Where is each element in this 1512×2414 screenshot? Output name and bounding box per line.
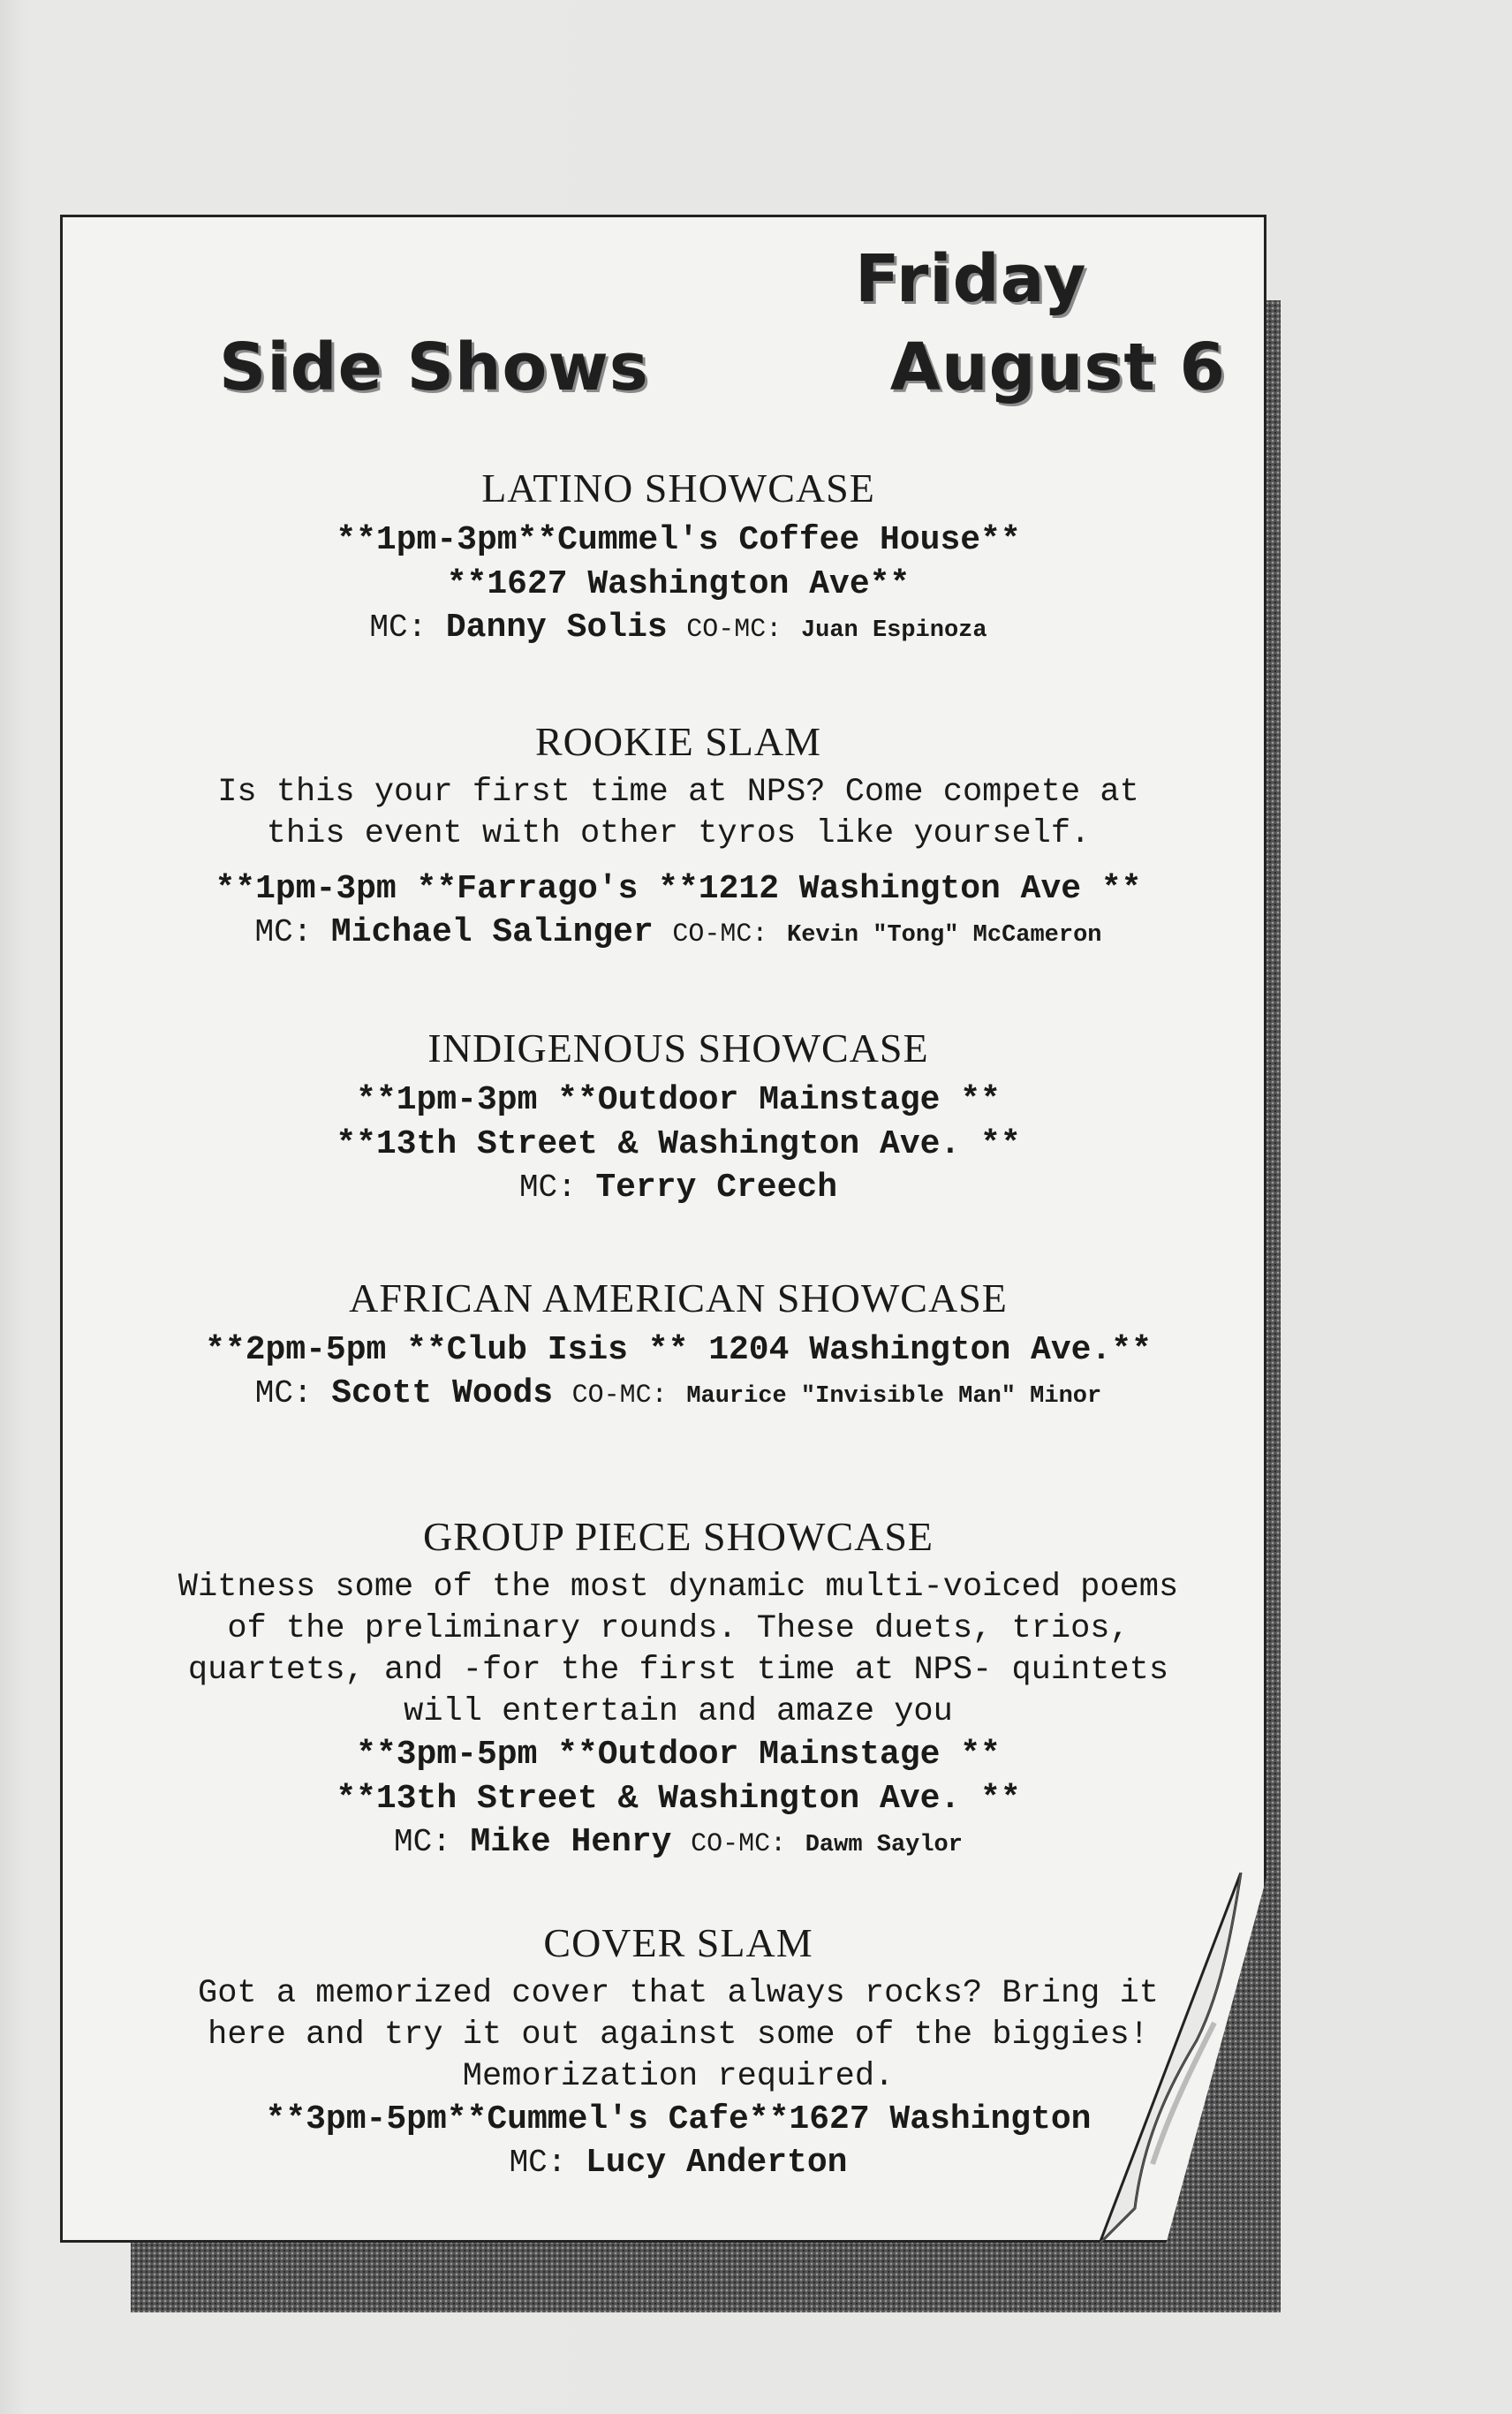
event-line: **1pm-3pm **Farrago's **1212 Washington Ave ** xyxy=(215,870,1142,908)
section-heading: LATINO SHOWCASE xyxy=(481,465,875,511)
day-title: Friday xyxy=(855,241,1087,317)
mc-label: MC: xyxy=(254,1375,313,1411)
event-line: **13th Street & Washington Ave. ** xyxy=(336,1780,1021,1818)
section-heading: ROOKIE SLAM xyxy=(534,719,822,764)
mc-line xyxy=(87,1821,1270,1866)
event-line: **1627 Washington Ave** xyxy=(446,565,911,603)
description-line: Memorization required. xyxy=(462,2058,895,2095)
mc-line xyxy=(87,1373,1270,1418)
description-line: Is this your first time at NPS? Come compete at xyxy=(217,774,1139,811)
co-mc-name: Kevin "Tong" McCameron xyxy=(787,922,1102,949)
description-line: Witness some of the most dynamic multi-voiced poems xyxy=(178,1569,1179,1606)
mc-line xyxy=(87,607,1270,652)
co-mc-label: CO-MC: xyxy=(571,1381,668,1411)
title-row xyxy=(219,329,1261,405)
mc-label: MC: xyxy=(369,609,427,646)
event-line: **1pm-3pm **Outdoor Mainstage ** xyxy=(356,1081,1001,1119)
mc-label: MC: xyxy=(254,914,313,950)
section-heading: COVER SLAM xyxy=(543,1920,813,1965)
description-line: quartets, and -for the first time at NPS- quintets xyxy=(187,1652,1169,1689)
mc-label: MC: xyxy=(394,1824,451,1860)
section-cover-slam xyxy=(87,1919,1270,2184)
description-line: here and try it out against some of the biggies! xyxy=(208,2017,1149,2054)
mc-name: Terry Creech xyxy=(595,1169,838,1207)
description-line: of the preliminary rounds. These duets, trios, xyxy=(227,1610,1130,1647)
flyer-content xyxy=(60,215,1261,2237)
description-line: this event with other tyros like yourself. xyxy=(266,815,1091,852)
event-line: **13th Street & Washington Ave. ** xyxy=(336,1125,1021,1163)
event-line: **3pm-5pm **Outdoor Mainstage ** xyxy=(356,1736,1001,1774)
description-line: Got a memorized cover that always rocks? Bring it xyxy=(198,1975,1159,2012)
co-mc-label: CO-MC: xyxy=(672,919,768,950)
section-heading: GROUP PIECE SHOWCASE xyxy=(422,1514,934,1559)
section-indigenous-showcase xyxy=(87,1025,1270,1209)
co-mc-name: Dawm Saylor xyxy=(805,1832,963,1858)
mc-line xyxy=(87,912,1270,957)
mc-label: MC: xyxy=(518,1169,577,1206)
event-line: **1pm-3pm**Cummel's Coffee House** xyxy=(336,521,1021,559)
co-mc-label: CO-MC: xyxy=(686,615,782,645)
mc-name: Scott Woods xyxy=(331,1374,554,1412)
section-latino-showcase xyxy=(87,465,1270,652)
mc-line xyxy=(87,1167,1270,1209)
section-african-american-showcase xyxy=(87,1275,1270,1418)
mc-name: Lucy Anderton xyxy=(585,2144,848,2182)
page-title: Side Shows xyxy=(219,329,649,405)
section-heading: AFRICAN AMERICAN SHOWCASE xyxy=(349,1275,1008,1321)
mc-line xyxy=(87,2142,1270,2184)
co-mc-name: Juan Espinoza xyxy=(800,617,987,644)
event-line: **2pm-5pm **Club Isis ** 1204 Washington Ave.** xyxy=(205,1331,1152,1369)
mc-label: MC: xyxy=(509,2145,567,2181)
mc-name: Michael Salinger xyxy=(330,913,654,951)
date-title: August 6 xyxy=(889,329,1226,405)
section-heading: INDIGENOUS SHOWCASE xyxy=(427,1025,929,1071)
section-rookie-slam xyxy=(87,718,1270,957)
section-group-piece-showcase xyxy=(87,1513,1270,1866)
description-line: will entertain and amaze you xyxy=(404,1693,953,1730)
mc-name: Mike Henry xyxy=(470,1823,672,1861)
co-mc-label: CO-MC: xyxy=(691,1829,787,1859)
mc-name: Danny Solis xyxy=(445,609,668,647)
co-mc-name: Maurice "Invisible Man" Minor xyxy=(686,1383,1102,1410)
event-line: **3pm-5pm**Cummel's Cafe**1627 Washington xyxy=(265,2100,1092,2138)
